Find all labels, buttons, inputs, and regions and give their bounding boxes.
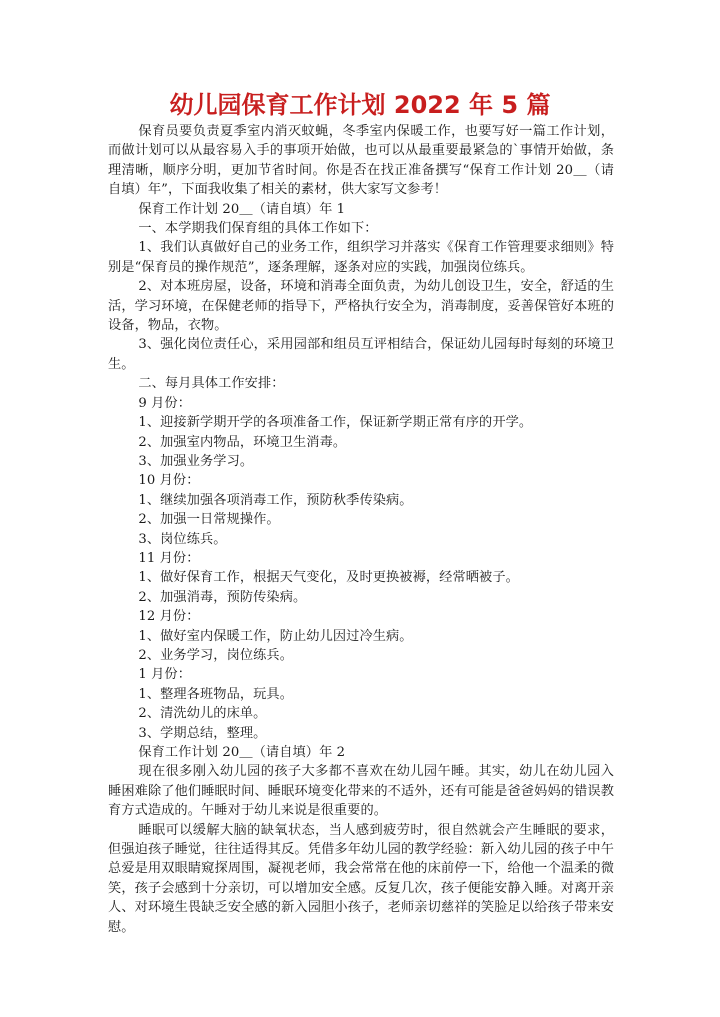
month-item: 3、岗位练兵。 xyxy=(138,531,227,547)
month-item: 2、清洗幼儿的床单。 xyxy=(138,706,267,722)
plan1-section2-heading: 二、每月具体工作安排： xyxy=(138,376,285,392)
month-item: 2、加强消毒，预防传染病。 xyxy=(138,589,307,605)
month-item: 3、加强业务学习。 xyxy=(138,453,254,469)
plan1-heading: 保育工作计划 20＿（请自填）年 1 xyxy=(138,201,346,217)
plan1-section1-item: 3、强化岗位责任心，采用园部和组员互评相结合，保证幼儿园每时每刻的环境卫生。 xyxy=(108,337,614,372)
document-title: 幼儿园保育工作计划 2022 年 5 篇 xyxy=(169,91,551,119)
plan2-paragraph: 现在很多刚入幼儿园的孩子大多都不喜欢在幼儿园午睡。其实，幼儿在幼儿园入睡困难除了他们睡眠时间、睡眠环境变化带来的不适外，还有可能是爸爸妈妈的错误教育方式造成的。午睡对于幼儿来说是很重要的。 xyxy=(108,764,614,819)
month-item: 1、整理各班物品，玩具。 xyxy=(138,686,294,702)
month-label: 1 月份： xyxy=(138,667,192,683)
month-item: 1、做好保育工作，根据天气变化，及时更换被褥，经常晒被子。 xyxy=(138,570,519,586)
month-item: 3、学期总结，整理。 xyxy=(138,725,267,741)
month-item: 2、加强一日常规操作。 xyxy=(138,512,280,528)
month-label: 11 月份： xyxy=(138,550,200,566)
document-body xyxy=(108,122,614,937)
month-item: 2、加强室内物品，环境卫生消毒。 xyxy=(138,434,347,450)
month-label: 12 月份： xyxy=(138,609,200,625)
plan1-section1-item: 2、对本班房屋，设备，环境和消毒全面负责，为幼儿创设卫生，安全，舒适的生活，学习环境，在保健老师的指导下，严格执行安全为，消毒制度，妥善保管好本班的设备，物品，衣物。 xyxy=(108,279,614,334)
month-label: 9 月份： xyxy=(138,395,192,411)
plan1-section1-item: 1、我们认真做好自己的业务工作，组织学习并落实《保育工作管理要求细则》特别是“保育员的操作规范”，逐条理解，逐条对应的实践，加强岗位练兵。 xyxy=(108,240,614,275)
plan2-paragraph: 睡眠可以缓解大脑的缺氧状态，当人感到疲劳时，很自然就会产生睡眠的要求，但强迫孩子睡觉，往往适得其反。凭借多年幼儿园的教学经验：新入幼儿园的孩子中午总爱是用双眼睛窥探周围，凝视老师，我会常常在他的床前停一下，给他一个温柔的微笑，孩子会感到十分亲切，可以增加安全感。反复几次，孩子便能安静入睡。对离开亲人、对环境生畏缺乏安全感的新入园胆小孩子，老师亲切慈祥的笑脸足以给孩子带来安慰。 xyxy=(108,822,614,935)
plan2-heading: 保育工作计划 20＿（请自填）年 2 xyxy=(138,745,346,760)
intro-paragraph: 保育员要负责夏季室内消灭蚊蝇，冬季室内保暖工作，也要写好一篇工作计划，而做计划可以从最容易入手的事项开始做，也可以从最重要最紧急的`事情开始做，条理清晰，顺序分明，更加节省时间。你是否在找正准备撰写“保育工作计划 20＿（请自填）年”，下面我收集了相关的素材，供大家写文参考！ xyxy=(108,124,614,198)
month-item: 1、做好室内保暖工作，防止幼儿因过冷生病。 xyxy=(138,628,413,644)
month-item: 2、业务学习，岗位练兵。 xyxy=(138,647,294,663)
plan1-section1-heading: 一、本学期我们保育组的具体工作如下： xyxy=(138,221,378,237)
month-item: 1、继续加强各项消毒工作，预防秋季传染病。 xyxy=(138,492,413,508)
month-label: 10 月份： xyxy=(138,473,200,489)
month-item: 1、迎接新学期开学的各项准备工作，保证新学期正常有序的开学。 xyxy=(138,415,533,431)
